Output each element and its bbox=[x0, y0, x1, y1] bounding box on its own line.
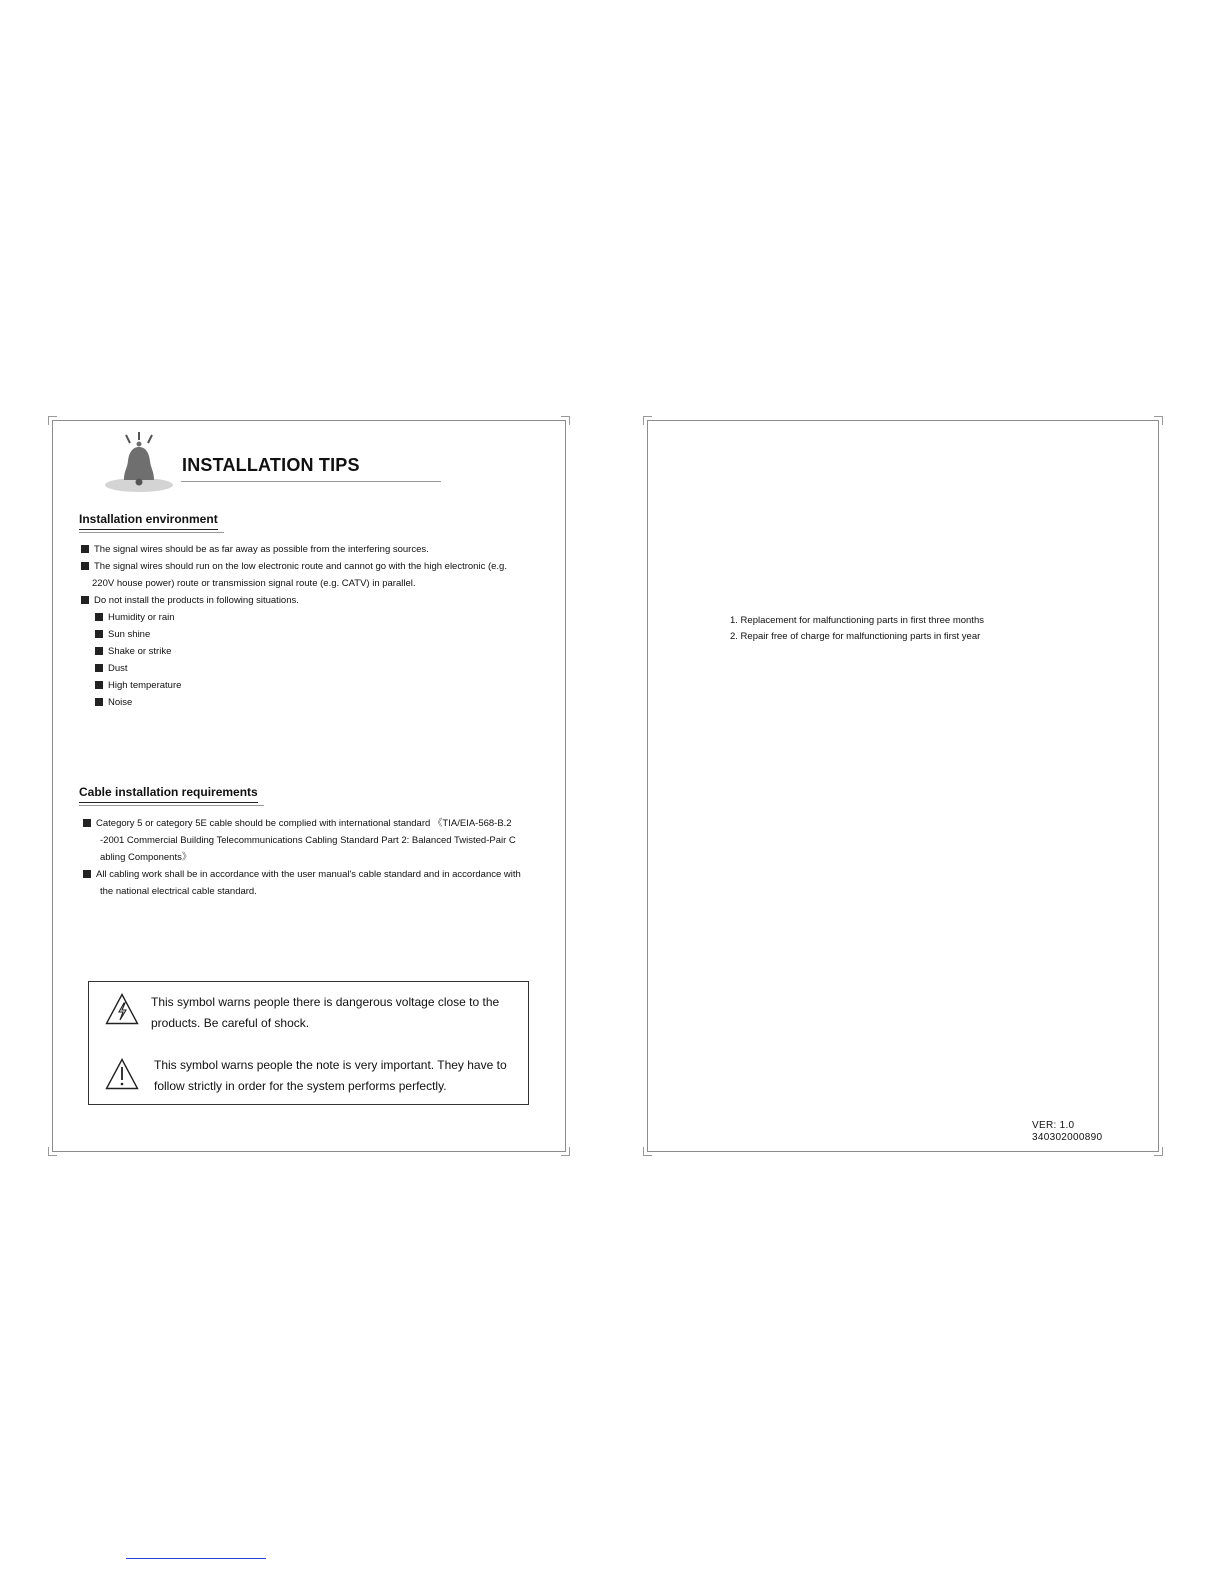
list-item: All cabling work shall be in accordance with the user manual's cable standard and in accordance with bbox=[83, 866, 558, 883]
crop-mark bbox=[643, 416, 652, 425]
list-item: Noise bbox=[95, 694, 295, 711]
note-warning-text: This symbol warns people the note is very important. They have to follow strictly in order for the system performs perfectly. bbox=[154, 1058, 507, 1093]
list-item: the national electrical cable standard. bbox=[100, 886, 257, 897]
list-item: abling Components》 bbox=[100, 852, 192, 863]
list-item: -2001 Commercial Building Telecommunications Cabling Standard Part 2: Balanced Twisted-Pair C bbox=[100, 835, 516, 846]
list-item: Do not install the products in following situations. bbox=[81, 592, 561, 609]
environment-list bbox=[81, 541, 561, 609]
crop-mark bbox=[561, 1147, 570, 1156]
page-title: INSTALLATION TIPS bbox=[182, 455, 360, 475]
list-item: Shake or strike bbox=[95, 643, 295, 660]
right-page bbox=[647, 420, 1159, 1152]
list-item: 220V house power) route or transmission signal route (e.g. CATV) in parallel. bbox=[92, 578, 416, 589]
version-block bbox=[1032, 1120, 1102, 1144]
list-item: High temperature bbox=[95, 677, 295, 694]
list-item: Humidity or rain bbox=[95, 609, 295, 626]
title-divider bbox=[181, 481, 441, 482]
list-item: Category 5 or category 5E cable should be complied with international standard 《TIA/EIA-568-B.2 bbox=[83, 815, 558, 832]
warning-box bbox=[88, 981, 529, 1105]
list-item: Sun shine bbox=[95, 626, 295, 643]
list-item: The signal wires should be as far away as possible from the interfering sources. bbox=[81, 541, 561, 558]
crop-mark bbox=[48, 1147, 57, 1156]
crop-mark bbox=[48, 416, 57, 425]
installation-environment-heading: Installation environment bbox=[79, 512, 218, 530]
crop-mark bbox=[643, 1147, 652, 1156]
bell-alarm-icon bbox=[103, 431, 175, 493]
lightning-warning-icon bbox=[105, 993, 139, 1025]
cable-requirements-heading: Cable installation requirements bbox=[79, 785, 258, 803]
warranty-item: 2. Repair free of charge for malfunctioning parts in first year bbox=[730, 631, 981, 642]
shock-warning-text: This symbol warns people there is dangerous voltage close to the products. Be careful of shock. bbox=[151, 995, 500, 1030]
list-item: Dust bbox=[95, 660, 295, 677]
crop-mark bbox=[1154, 416, 1163, 425]
left-page bbox=[52, 420, 566, 1152]
cable-requirements-list bbox=[83, 815, 558, 900]
crop-mark bbox=[561, 416, 570, 425]
crop-mark bbox=[1154, 1147, 1163, 1156]
version-label: VER: 1.0 bbox=[1032, 1120, 1075, 1131]
part-number: 340302000890 bbox=[1032, 1132, 1103, 1143]
footer-link-underline bbox=[126, 1558, 266, 1559]
list-item: The signal wires should run on the low electronic route and cannot go with the high electronic (e.g. bbox=[81, 558, 561, 575]
situations-list bbox=[95, 609, 295, 711]
warranty-item: 1. Replacement for malfunctioning parts in first three months bbox=[730, 615, 984, 626]
exclamation-warning-icon bbox=[105, 1058, 139, 1090]
